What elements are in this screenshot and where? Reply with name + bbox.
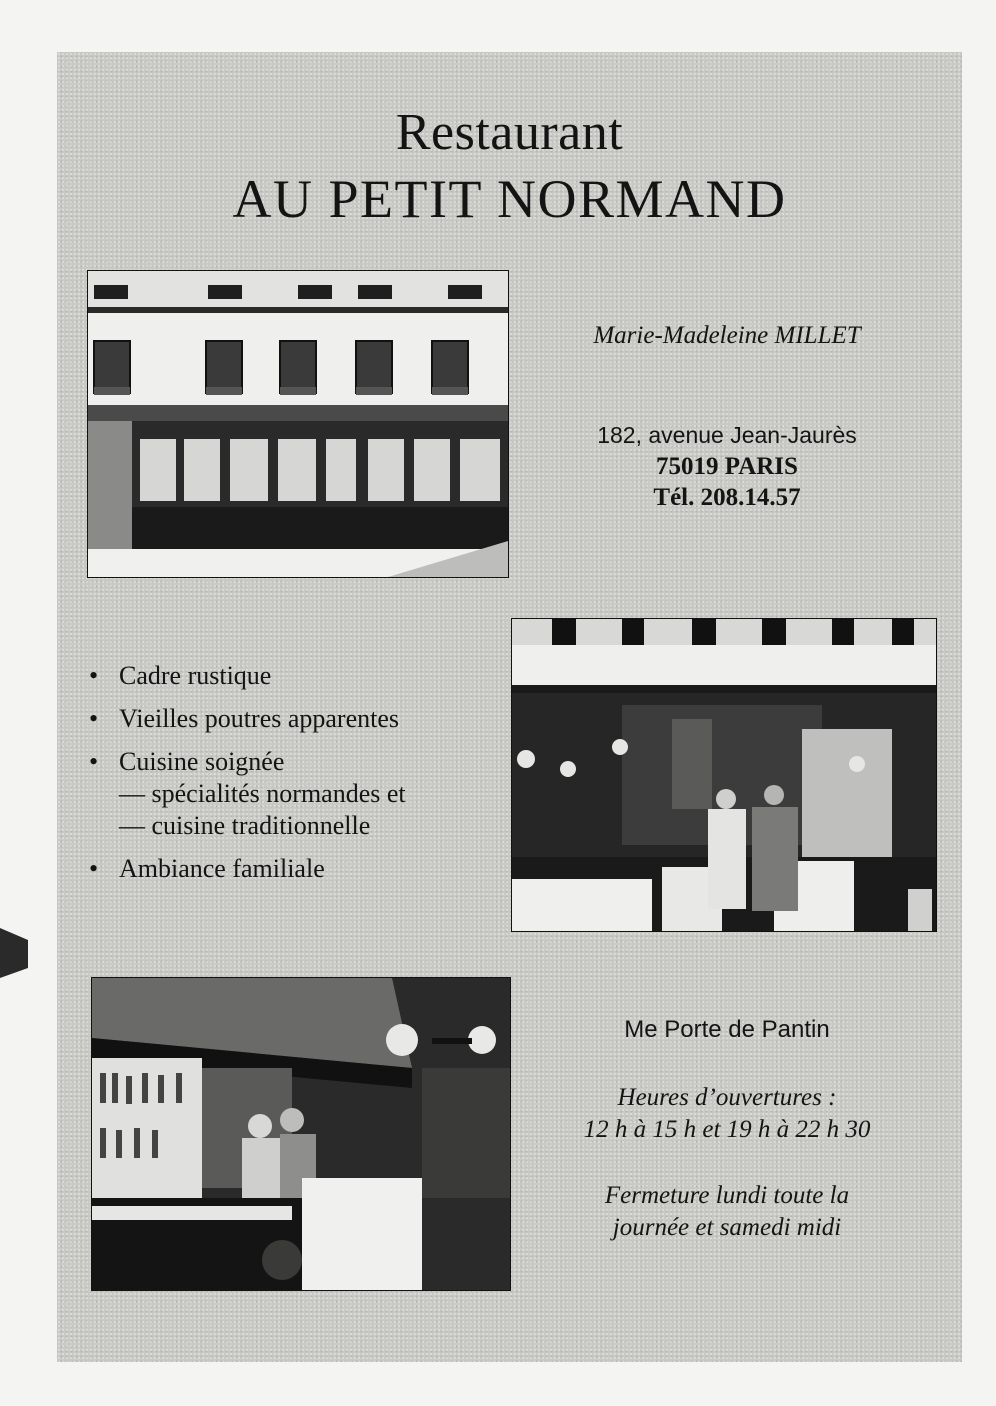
metro-station: Me Porte de Pantin [624, 1016, 830, 1043]
street-address: 182, avenue Jean-Jaurès [597, 422, 857, 448]
feature-subitem: — cuisine traditionnelle [119, 811, 371, 840]
phone-number: Tél. 208.14.57 [653, 484, 801, 511]
feature-item: • Vieilles poutres apparentes [89, 704, 400, 733]
owner-name: Marie-Madeleine MILLET [593, 322, 861, 349]
city-postal: 75019 PARIS [656, 453, 798, 480]
restaurant-label: Restaurant [395, 104, 624, 161]
feature-item: • Cuisine soignée — spécialités normandes et — cuisine traditionnelle [85, 746, 505, 842]
facade-photo [87, 270, 509, 578]
bullet-icon: • [89, 854, 99, 883]
bullet-icon: • [89, 661, 99, 690]
bullet-icon: • [89, 704, 99, 733]
bar-photo [91, 977, 511, 1291]
bullet-icon: • [89, 747, 99, 776]
feature-item: • Cadre rustique [89, 661, 272, 690]
closing-days: Fermeture lundi toute la journée et samedi midi [604, 1182, 850, 1241]
flyer-panel [57, 52, 962, 1362]
feature-subitem: — spécialités normandes et [119, 779, 406, 808]
binding-mark [0, 908, 30, 988]
features-list [85, 660, 505, 896]
restaurant-name: AU PETIT NORMAND [232, 169, 787, 229]
dining-room-photo [511, 618, 937, 932]
hours-times: 12 h à 15 h et 19 h à 22 h 30 [583, 1116, 871, 1143]
hours-label: Heures d’ouvertures : [617, 1084, 837, 1111]
opening-hours [527, 1082, 927, 1146]
feature-item: • Ambiance familiale [89, 854, 325, 883]
address-block [527, 420, 927, 513]
